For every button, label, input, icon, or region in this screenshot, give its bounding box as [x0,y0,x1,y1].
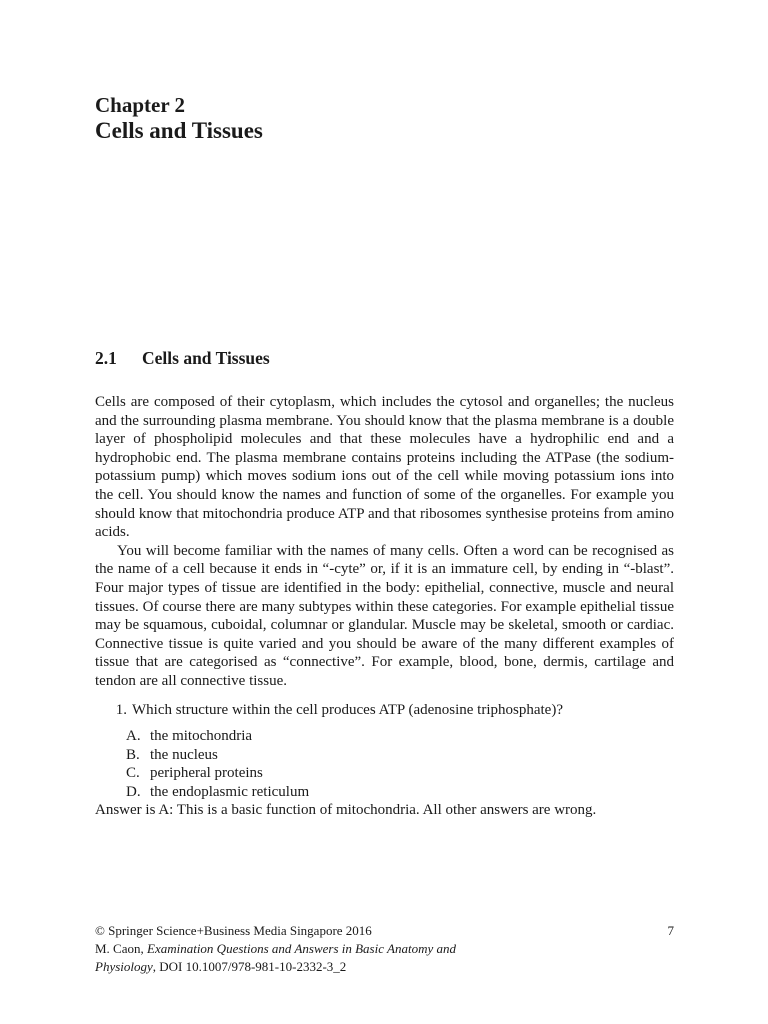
option-letter: A. [126,728,141,745]
citation-book-title-2: Physiology [95,959,153,974]
answer-options [126,727,674,801]
option-text: the endoplasmic reticulum [150,783,310,800]
question-1 [95,701,674,720]
question-number: 1. [115,701,127,718]
option-text: peripheral proteins [150,765,263,782]
option-letter: B. [126,746,140,763]
section-heading [95,346,270,370]
option-letter: C. [126,765,140,782]
chapter-title: Cells and Tissues [95,118,263,143]
option-a [126,727,674,746]
copyright-notice: © Springer Science+Business Media Singapore 2016 [95,923,372,938]
option-text: the mitochondria [150,728,253,745]
chapter-label: Chapter 2 [95,93,186,117]
question-text: Which structure within the cell produces ATP (adenosine triphosphate)? [132,701,563,718]
citation [95,940,674,958]
page-number: 7 [667,923,674,938]
section-title: Cells and Tissues [142,348,270,368]
citation-line-2 [95,958,674,976]
option-text: the nucleus [150,746,218,763]
option-letter: D. [126,783,141,800]
citation-book-title-1: Examination Questions and Answers in Basic Anatomy and [147,941,456,956]
option-b [126,746,674,765]
paragraph-2: You will become familiar with the names of many cells. Often a word can be recognised as the name of a cell because it ends in “-cyte” or, if it is an immature cell, by ending in “-blast”. Four major types of tissue are identified in the body: epithelial, connective, muscle and neural tissues. Of course there are many subtypes within these categories. For example epithelial tissue may be squamous, cuboidal, columnar or glandular. Muscle may be skeletal, smooth or cardiac. Connective tissue is quite varied and you should be aware of the many different examples of tissue that are categorised as “connective”. For example, blood, bone, dermis, cartilage and tendon are all connective tissue. [95,542,674,689]
citation-doi: , DOI 10.1007/978-981-10-2332-3_2 [152,959,347,974]
section-number: 2.1 [95,348,117,368]
paragraph-1: Cells are composed of their cytoplasm, which includes the cytosol and organelles; the nucleus and the surrounding plasma membrane. You should know that the plasma membrane is a double layer of phospholipid molecules and that these molecules have a hydrophilic end and a hydrophobic end. The plasma membrane contains proteins including the ATPase (the sodium-potassium pump) which moves sodium ions out of the cell while moving potassium ions into the cell. You should know the names and function of some of the organelles. For example you should know that mitochondria produce ATP and that ribosomes synthesise proteins from amino acids. [95,394,674,541]
body-text [95,393,674,820]
option-c [126,764,674,783]
page-footer [95,922,674,976]
option-d [126,783,674,802]
answer-text: Answer is A: This is a basic function of mitochondria. All other answers are wrong. [95,802,597,819]
citation-author: M. Caon, [95,941,147,956]
document-page [95,0,674,1024]
